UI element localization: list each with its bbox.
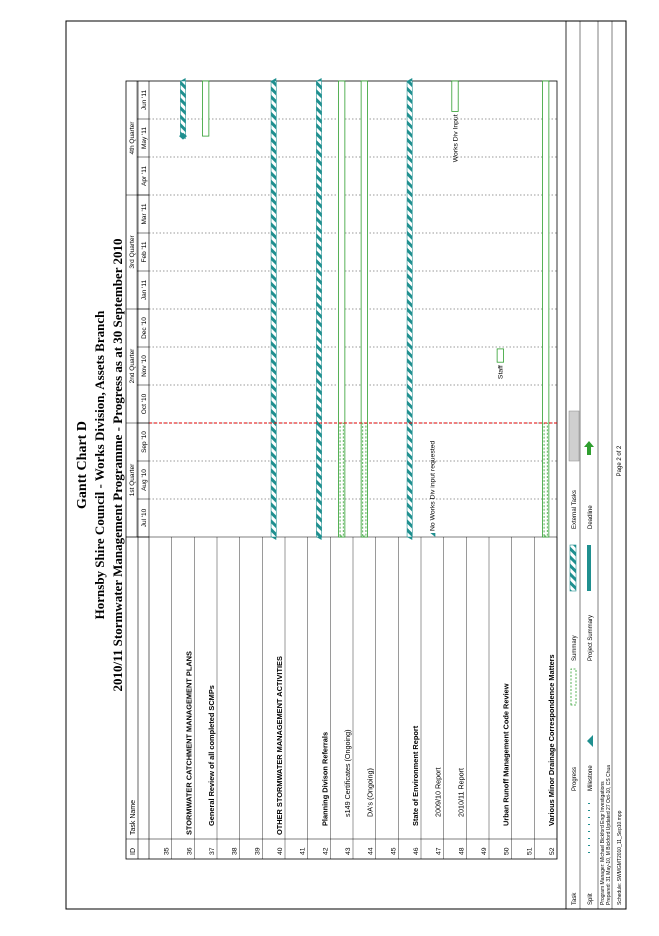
legend-label-progress: Progress — [572, 766, 578, 791]
task-id: 35 — [163, 847, 171, 855]
task-id: 47 — [435, 847, 443, 855]
bar-label: Works Div Input — [452, 114, 460, 163]
chart-subtitle-2: 2010/11 Stormwater Management Programme - Progress as at 30 September 2010 — [110, 238, 125, 692]
month-tick-label: Jul '10 — [141, 508, 148, 528]
task-name: OTHER STORMWATER MANAGEMENT ACTIVITIES — [275, 656, 284, 835]
task-id: 45 — [390, 847, 398, 855]
month-tick-label: Dec '10 — [141, 317, 148, 339]
task-bar — [452, 81, 458, 111]
task-id: 39 — [254, 847, 262, 855]
summary-bar-start-cap — [271, 537, 276, 540]
summary-bar — [180, 81, 185, 136]
task-name: 2009/10 Report — [433, 767, 443, 817]
task-id: 41 — [299, 847, 307, 855]
task-id: 40 — [277, 847, 284, 855]
month-tick-label: Mar '11 — [141, 203, 148, 225]
task-id: 46 — [413, 847, 420, 855]
gantt-table — [126, 78, 557, 859]
task-name: DA's (Ongoing) — [365, 768, 375, 817]
summary-bar — [407, 81, 412, 537]
task-id: 51 — [526, 847, 534, 855]
legend-progress-swatch — [571, 669, 576, 705]
task-id: 42 — [322, 847, 330, 855]
legend-label-external: External Tasks — [572, 490, 578, 529]
legend-label-milestone: Milestone — [588, 765, 594, 791]
task-name: General Review of all completed SCMPs — [207, 685, 216, 826]
month-tick-label: Nov '10 — [141, 355, 148, 377]
task-id: 49 — [481, 847, 488, 855]
task-id: 38 — [231, 847, 239, 855]
bar-label: No Works Div input requested — [429, 440, 437, 531]
quarter-label: 1st Quarter — [129, 463, 136, 497]
deadline-arrow-icon — [584, 441, 594, 455]
month-tick-label: May '11 — [141, 126, 148, 150]
task-name: State of Environment Report — [411, 725, 420, 826]
task-name: STORMWATER CATCHMENT MANAGEMENT PLANS — [184, 651, 194, 835]
legend-milestone-swatch — [587, 735, 593, 747]
task-id: 43 — [345, 847, 352, 855]
summary-bar-start-cap — [407, 537, 412, 540]
task-id: 44 — [367, 847, 375, 855]
milestone-marker — [430, 533, 435, 537]
quarter-label: 4th Quarter — [129, 121, 136, 155]
task-name: Urban Runoff Management Code Review — [501, 683, 511, 826]
summary-bar-start-cap — [316, 537, 321, 540]
chart-subtitle-1: Hornsby Shire Council - Works Division, Assets Branch — [92, 310, 107, 620]
task-bar — [338, 81, 344, 537]
month-tick-label: Feb '11 — [141, 241, 148, 263]
quarter-label: 2nd Quarter — [129, 348, 136, 384]
task-name: Planning Divison Referrals — [320, 731, 330, 826]
legend-label-project-summary: Project Summary — [588, 614, 594, 661]
task-bar — [202, 81, 208, 136]
task-id: 50 — [503, 847, 511, 855]
summary-bar-end-cap — [180, 78, 185, 81]
footer-line-2: Prepared: 31 May-10, M Bickford Updated 27 Oct-10, CS Chua — [606, 764, 612, 905]
task-name: 2010/11 Report — [456, 767, 466, 817]
month-tick-label: Apr '11 — [141, 166, 148, 186]
legend-external-swatch — [569, 411, 579, 461]
page-number: Page 2 of 2 — [617, 445, 623, 477]
legend-label-task: Task — [572, 892, 578, 905]
legend-project-summary-swatch — [587, 545, 591, 591]
legend-label-summary: Summary — [572, 635, 578, 661]
month-tick-label: Oct '10 — [141, 393, 148, 415]
summary-bar-end-cap — [407, 78, 412, 81]
footer-line-1: Program Manager: Michael Bickford Engr Investigations — [600, 781, 606, 905]
task-id: 48 — [458, 847, 466, 855]
month-tick-label: Sep '10 — [141, 431, 148, 453]
task-id: 36 — [186, 847, 194, 855]
summary-bar — [271, 81, 276, 537]
task-bar — [361, 81, 367, 537]
summary-bar-end-cap — [271, 78, 276, 81]
legend — [566, 21, 626, 909]
footer-line-3: Schedule: SWMGMT2010_11_Sep10.mpp — [617, 810, 623, 905]
month-tick-label: Jan '11 — [141, 279, 148, 301]
task-id: 52 — [549, 847, 556, 855]
task-name-header: Task Name — [130, 799, 137, 835]
summary-bar — [316, 81, 321, 537]
legend-label-deadline: Deadline — [588, 505, 594, 529]
legend-label-split: Split — [588, 893, 594, 905]
task-bar — [542, 81, 548, 537]
summary-bar-end-cap — [316, 78, 321, 81]
month-tick-label: Aug '10 — [141, 469, 148, 491]
chart-title: Gantt Chart D — [75, 421, 90, 509]
id-header: ID — [130, 848, 137, 855]
month-tick-label: Jun '11 — [141, 89, 148, 111]
task-id: 37 — [209, 847, 216, 855]
bar-label: Staff — [497, 365, 505, 380]
task-bar — [497, 349, 503, 362]
quarter-label: 3rd Quarter — [129, 235, 136, 269]
legend-summary-swatch — [570, 545, 576, 591]
task-name: s149 Certificates (Ongoing) — [343, 729, 352, 817]
task-name: Various Minor Drainage Correspondence Matters — [547, 654, 556, 826]
